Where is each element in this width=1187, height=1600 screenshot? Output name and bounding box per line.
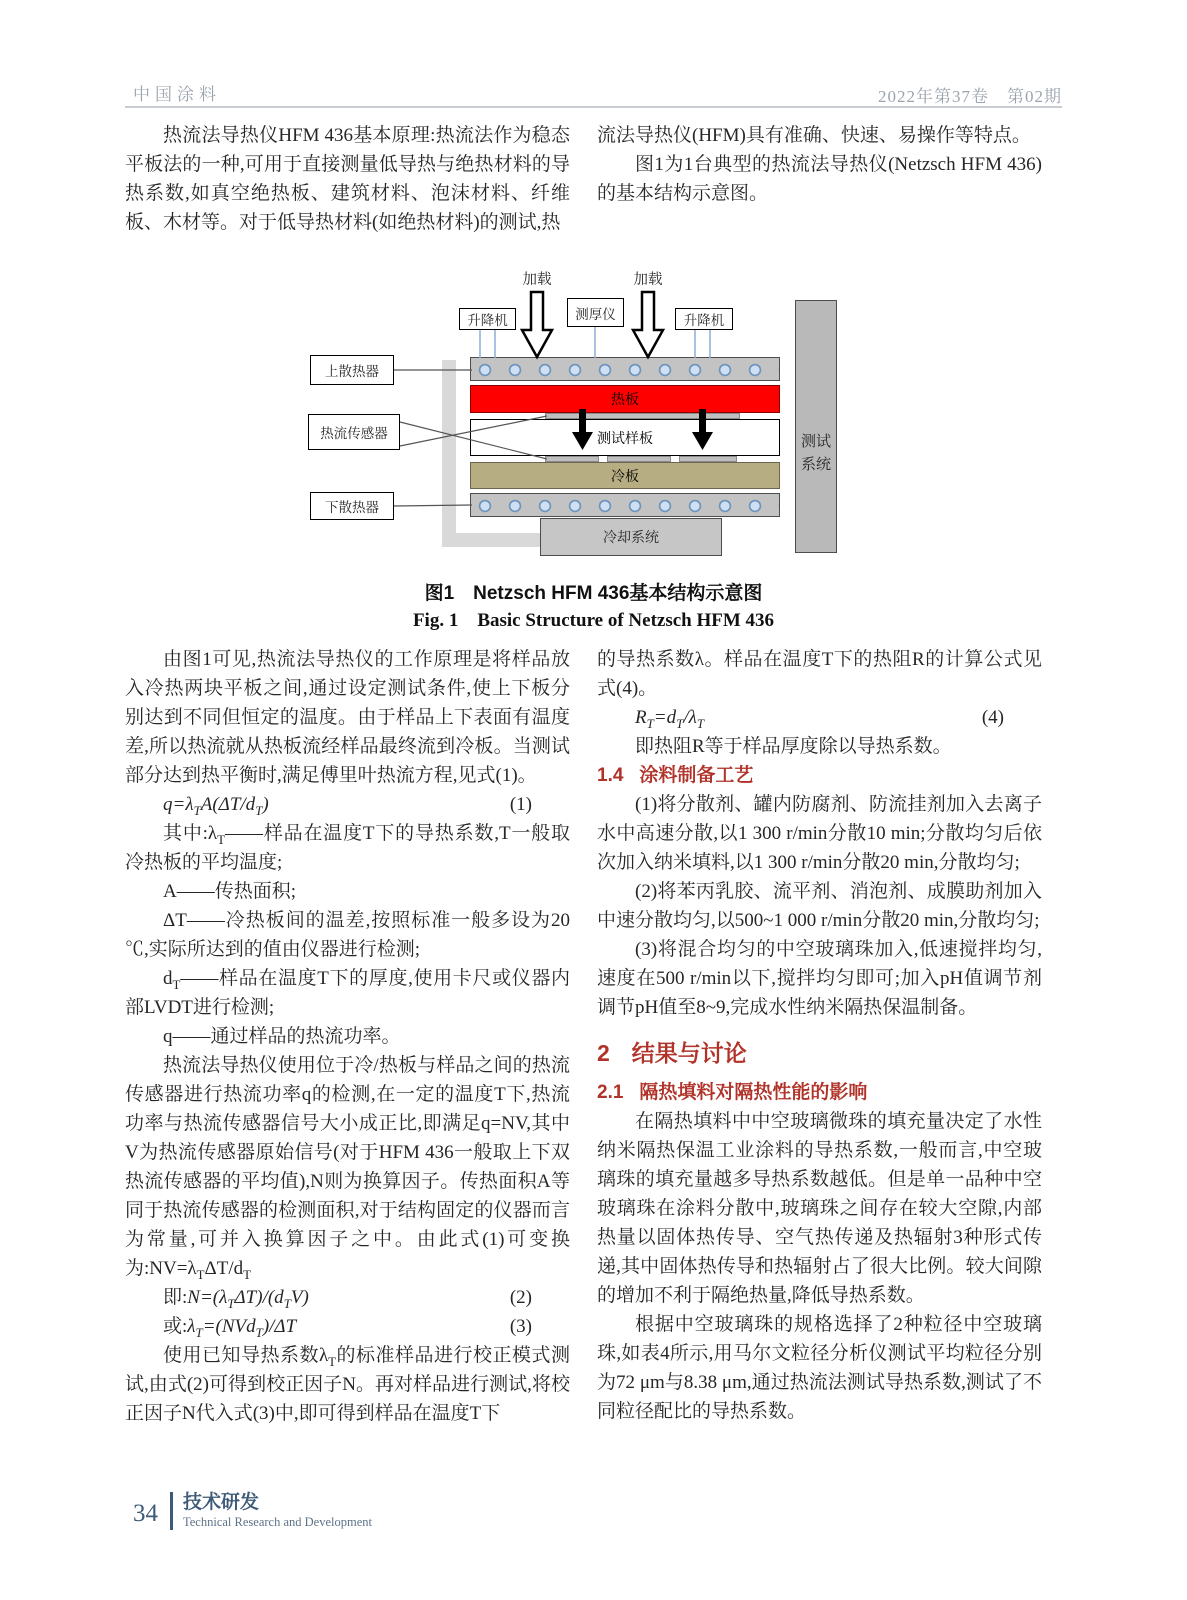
lower-radiator-plate — [470, 493, 780, 517]
column-bottom-right — [597, 645, 1042, 1426]
cooling-pipe-horizontal — [442, 533, 545, 547]
paragraph: q——通过样品的热流功率。 — [163, 1026, 401, 1047]
footer-section-zh: 技术研发 — [183, 1492, 260, 1513]
figure-caption-en: Fig. 1 Basic Structure of Netzsch HFM 436 — [412, 610, 775, 631]
column-top-left — [125, 121, 570, 237]
equation-4 — [597, 703, 1042, 732]
header-rule — [125, 106, 1062, 108]
equation-4-number: (4) — [981, 707, 1004, 728]
section-heading-2-1 — [597, 1078, 1042, 1107]
paragraph-intro-cont: 流法导热仪(HFM)具有准确、快速、易操作等特点。 — [597, 125, 1031, 146]
upper-radiator-callout — [310, 355, 394, 385]
test-system-box — [795, 300, 837, 553]
paragraph: 即热阻R等于样品厚度除以导热系数。 — [635, 736, 952, 757]
figure-1 — [125, 262, 1062, 634]
cooling-pipe-vertical — [442, 360, 456, 547]
lower-radiator-callout — [310, 492, 394, 520]
figure-caption — [125, 580, 1062, 634]
paragraph: (1)将分散剂、罐内防腐剂、防流挂剂加入去离子水中高速分散,以1 300 r/min分散10 min;分散均匀后依次加入纳米填料,以1 300 r/min分散20 min,分散均匀; — [597, 794, 1042, 873]
equation-2-number: (2) — [509, 1287, 532, 1308]
load-arrow-left — [522, 292, 552, 357]
load-label-left: 加载 — [522, 272, 552, 288]
section-number: 1.4 — [597, 765, 624, 786]
upper-radiator-plate — [470, 357, 780, 381]
paragraph: 使用已知导热系数$\lambda_T$的标准样品进行校正模式测试,由式(2)可得到校正因子N。再对样品进行测试,将校正因子N代入式(3)中,即可得到样品在温度T下 — [125, 1345, 570, 1424]
figure-caption-zh: 图1 Netzsch HFM 436基本结构示意图 — [424, 583, 763, 604]
hfm-436-diagram — [295, 262, 855, 562]
equation-3-label: 或: — [163, 1316, 188, 1337]
section-heading-1-4 — [597, 761, 1042, 790]
load-label-right: 加载 — [633, 272, 663, 288]
sample-plate-label: 测试样板 — [597, 431, 653, 447]
section-title: 隔热填料对隔热性能的影响 — [639, 1082, 868, 1103]
paragraph-intro: 热流法导热仪HFM 436基本原理:热流法作为稳态平板法的一种,可用于直接测量低导热与绝热材料的导热系数,如真空绝热板、建筑材料、泡沫材料、纤维板、木材等。对于低导热材料(如绝热材料)的测试,热 — [125, 125, 570, 233]
footer-section-en: Technical Research and Development — [183, 1515, 372, 1529]
equation-3-number: (3) — [509, 1316, 532, 1337]
paragraph: 根据中空玻璃珠的规格选择了2种粒径中空玻璃珠,如表4所示,用马尔文粒径分析仪测试平均粒径分别为72 μm与8.38 μm,通过热流法测试导热系数,测试了不同粒径配比的导热系数。 — [597, 1314, 1042, 1422]
paragraph: 在隔热填料中中空玻璃微珠的填充量决定了水性纳米隔热保温工业涂料的导热系数,一般而言,中空玻璃珠的填充量越多导热系数越低。但是单一品种中空玻璃珠在涂料分散中,玻璃珠之间存在较大空隙,内部热量以固体热传导、空气热传递及热辐射3种形式传递,其中固体热传导和热辐射占了很大比例。较大间隙的增加不利于隔绝热量,降低导热系数。 — [597, 1111, 1042, 1306]
equation-1-formula: $q=\lambda_TA(\Delta T/d_T)$ — [163, 794, 269, 818]
hot-plate-label: 热板 — [611, 393, 639, 408]
paragraph: (2)将苯丙乳胶、流平剂、消泡剂、成膜助剂加入中速分散均匀,以500~1 000 r/min分散20 min,分散均匀; — [597, 881, 1042, 931]
paragraph: 由图1可见,热流法导热仪的工作原理是将样品放入冷热两块平板之间,通过设定测试条件,使上下板分别达到不同但恒定的温度。由于样品上下表面有温度差,所以热流就从热板流经样品最终流到冷板。当测试部分达到热平衡时,满足傅里叶热流方程,见式(1)。 — [125, 649, 570, 786]
page-footer — [133, 1492, 372, 1530]
equation-2-label: 即: — [163, 1287, 188, 1308]
page-number: 34 — [133, 1500, 158, 1527]
thickness-gauge-box — [567, 298, 624, 327]
paragraph: 的导热系数λ。样品在温度T下的热阻R的计算公式见式(4)。 — [597, 649, 1042, 699]
upper-radiator-label: 上散热器 — [325, 364, 379, 379]
column-top-right — [597, 121, 1042, 208]
paragraph-figure-ref: 图1为1台典型的热流法导热仪(Netzsch HFM 436)的基本结构示意图。 — [597, 154, 1042, 204]
journal-name: 中国涂料 — [133, 85, 221, 104]
heat-flux-sensor-callout — [308, 414, 400, 450]
section-title: 涂料制备工艺 — [639, 765, 754, 786]
equation-3 — [125, 1312, 570, 1341]
footer-divider — [170, 1492, 173, 1530]
test-system-label-2: 系统 — [800, 457, 831, 473]
paragraph: A——传热面积; — [163, 881, 297, 902]
paragraph: ΔT——冷热板间的温差,按照标准一般多设为20 ℃,实际所达到的值由仪器进行检测; — [125, 910, 570, 960]
lower-radiator-label: 下散热器 — [325, 500, 379, 515]
paragraph: $d_T——$样品在温度T下的厚度,使用卡尺或仪器内部LVDT进行检测; — [125, 968, 570, 1018]
column-bottom-left — [125, 645, 570, 1428]
lifter-right-label: 升降机 — [683, 313, 725, 328]
paragraph: (3)将混合均匀的中空玻璃珠加入,低速搅拌均匀,速度在500 r/min以下,搅拌均匀即可;加入pH值调节剂调节pH值至8~9,完成水性纳米隔热保温制备。 — [597, 939, 1042, 1018]
cooling-system-box — [540, 518, 722, 556]
hot-plate — [470, 385, 780, 413]
equation-3-formula: $\lambda_T=(NVd_T)/\Delta T$ — [187, 1316, 297, 1340]
lifter-left-label: 升降机 — [467, 313, 508, 328]
section-title: 结果与讨论 — [631, 1040, 747, 1066]
section-heading-2 — [597, 1022, 1042, 1078]
sample-plate — [470, 419, 780, 456]
equation-4-formula: $R_T=d_T/\lambda_T$ — [635, 707, 705, 731]
equation-2-formula: $N=(\lambda_T\Delta T)/(d_TV)$ — [187, 1287, 309, 1311]
paragraph: 其中$:\lambda_T——$样品在温度T下的导热系数,T一般取冷热板的平均温度; — [125, 823, 570, 873]
equation-1 — [125, 790, 570, 819]
cold-plate — [470, 462, 780, 489]
thickness-gauge-label: 测厚仪 — [575, 306, 616, 322]
load-arrow-right — [633, 292, 663, 357]
lifter-left-box — [459, 308, 516, 330]
cooling-system-label: 冷却系统 — [603, 531, 659, 546]
paragraph: 热流法导热仪使用位于冷/热板与样品之间的热流传感器进行热流功率q的检测,在一定的温度T下,热流功率与热流传感器信号大小成正比,即满足q=NV,其中V为热流传感器原始信号(对于HFM 436一般取上下双热流传感器的平均值),N则为换算因子。传热面积A等同于热流传感器的检测面积,对于结构固定的仪器而言为常量,可并入换算因子之中。由此式(1)可变换为$:NV=\lambda_T\Delta T/d_T$ — [125, 1055, 570, 1282]
cold-plate-label: 冷板 — [611, 469, 639, 485]
section-number: 2.1 — [597, 1082, 624, 1103]
equation-1-number: (1) — [509, 794, 532, 815]
lifter-right-box — [675, 308, 733, 330]
issue-info: 2022年第37卷 第02期 — [878, 87, 1062, 106]
equation-2 — [125, 1283, 570, 1312]
section-number: 2 — [597, 1040, 610, 1066]
heat-flux-sensor-label: 热流传感器 — [320, 426, 388, 441]
test-system-label-1: 测试 — [800, 434, 831, 450]
